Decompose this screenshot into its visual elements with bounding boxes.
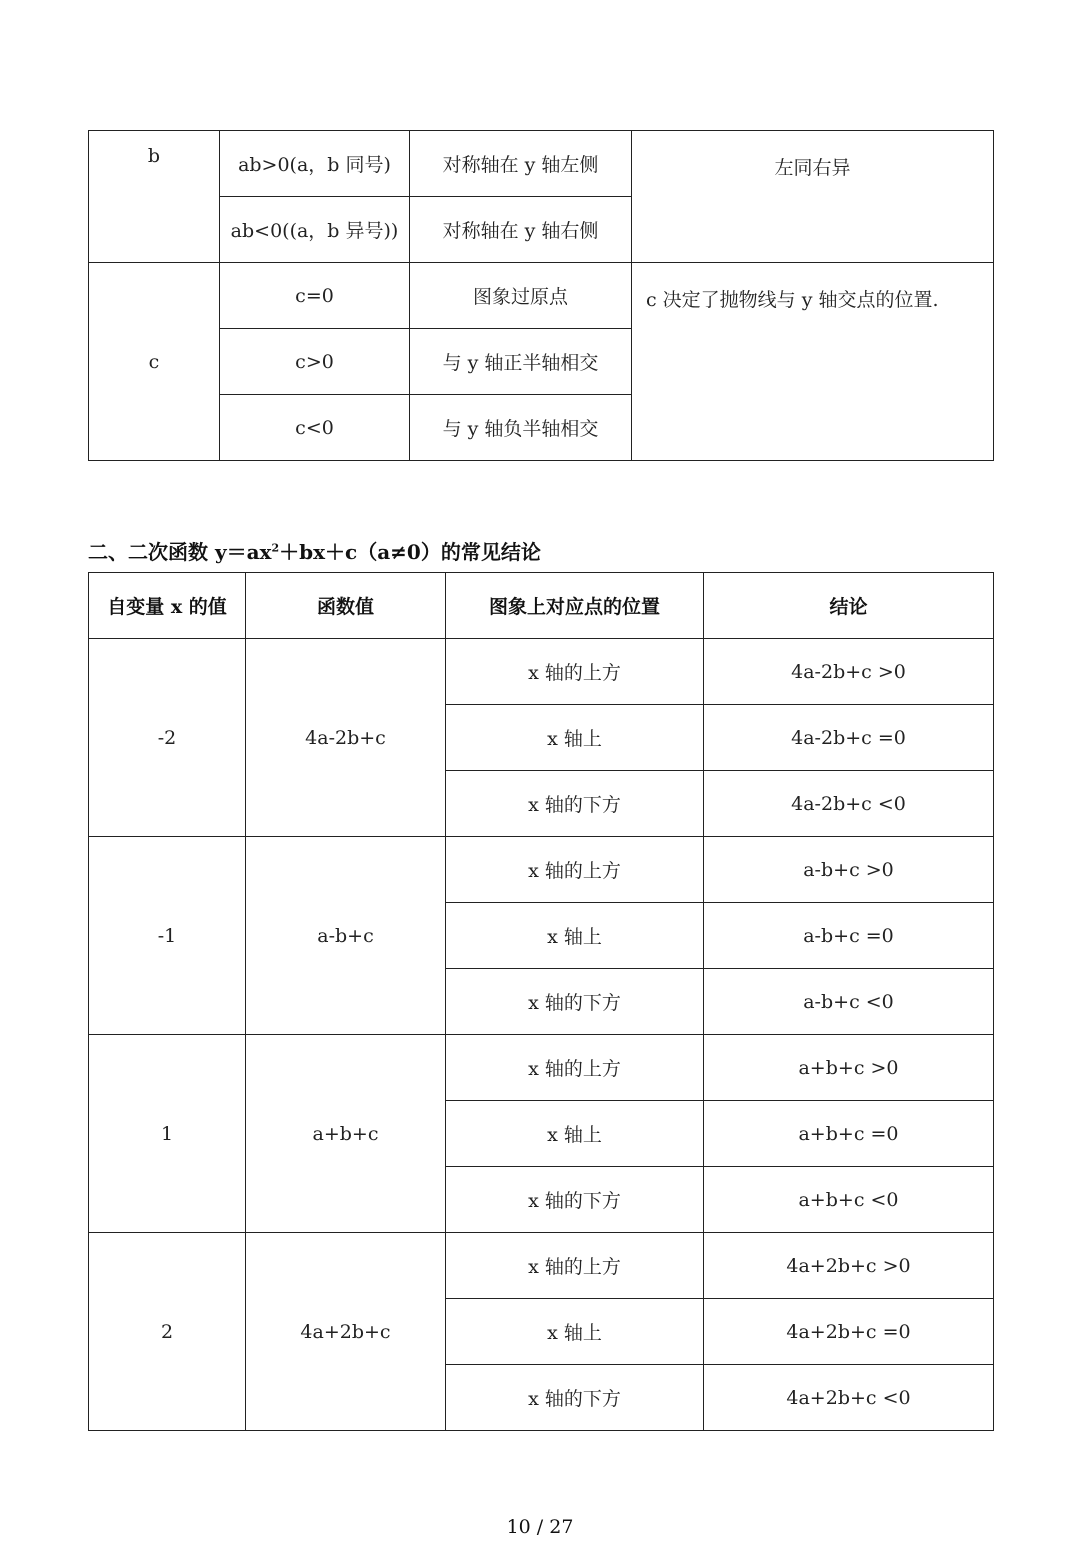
header-point-position: 图象上对应点的位置 [446,573,704,639]
condition-cell: c=0 [220,263,410,329]
conclusion-cell: a-b+c >0 [704,837,994,903]
conclusion-cell: a-b+c =0 [704,903,994,969]
condition-cell: c<0 [220,395,410,461]
x-value-cell: -2 [89,639,246,837]
table-row [89,131,994,197]
heading-exponent: 2 [271,541,280,555]
meaning-cell: 图象过原点 [410,263,632,329]
conclusion-cell: a-b+c <0 [704,969,994,1035]
group-label-c: c [89,263,220,461]
position-cell: x 轴的上方 [446,837,704,903]
table-row [89,639,994,705]
heading-suffix: ＋bx＋c（a≠0）的常见结论 [279,540,541,564]
conclusion-cell: a+b+c =0 [704,1101,994,1167]
table-row [89,263,994,329]
meaning-cell: 对称轴在 y 轴左侧 [410,131,632,197]
position-cell: x 轴的下方 [446,1167,704,1233]
conclusion-cell: 4a+2b+c =0 [704,1299,994,1365]
table-row [89,1035,994,1101]
header-conclusion: 结论 [704,573,994,639]
page-number: 10 / 27 [506,1516,574,1538]
coefficient-table [88,130,994,461]
condition-cell: c>0 [220,329,410,395]
x-value-cell: 1 [89,1035,246,1233]
position-cell: x 轴的下方 [446,771,704,837]
position-cell: x 轴上 [446,903,704,969]
section-heading [88,536,541,565]
meaning-cell: 与 y 轴负半轴相交 [410,395,632,461]
function-value-cell: a-b+c [246,837,446,1035]
position-cell: x 轴的上方 [446,1035,704,1101]
header-x-value: 自变量 x 的值 [89,573,246,639]
conclusion-table [88,572,994,1431]
x-value-cell: -1 [89,837,246,1035]
position-cell: x 轴上 [446,705,704,771]
position-cell: x 轴上 [446,1101,704,1167]
position-cell: x 轴的上方 [446,639,704,705]
conclusion-cell: 4a+2b+c <0 [704,1365,994,1431]
table-row [89,1233,994,1299]
conclusion-cell: 4a+2b+c >0 [704,1233,994,1299]
position-cell: x 轴的下方 [446,969,704,1035]
table-row [89,837,994,903]
function-value-cell: 4a-2b+c [246,639,446,837]
conclusion-cell: 4a-2b+c <0 [704,771,994,837]
position-cell: x 轴上 [446,1299,704,1365]
function-value-cell: 4a+2b+c [246,1233,446,1431]
group-label-b: b [89,131,220,263]
meaning-cell: 与 y 轴正半轴相交 [410,329,632,395]
x-value-cell: 2 [89,1233,246,1431]
note-cell-b: 左同右异 [632,131,994,263]
heading-prefix: 二、二次函数 y＝ax [88,540,272,564]
conclusion-cell: 4a-2b+c >0 [704,639,994,705]
position-cell: x 轴的下方 [446,1365,704,1431]
condition-cell: ab>0(a，b 同号) [220,131,410,197]
header-function-value: 函数值 [246,573,446,639]
table-header-row [89,573,994,639]
note-cell-c: c 决定了抛物线与 y 轴交点的位置. [632,263,994,461]
table-body [89,639,994,1431]
meaning-cell: 对称轴在 y 轴右侧 [410,197,632,263]
position-cell: x 轴的上方 [446,1233,704,1299]
conclusion-cell: a+b+c >0 [704,1035,994,1101]
function-value-cell: a+b+c [246,1035,446,1233]
condition-cell: ab<0((a，b 异号)) [220,197,410,263]
conclusion-cell: 4a-2b+c =0 [704,705,994,771]
conclusion-cell: a+b+c <0 [704,1167,994,1233]
